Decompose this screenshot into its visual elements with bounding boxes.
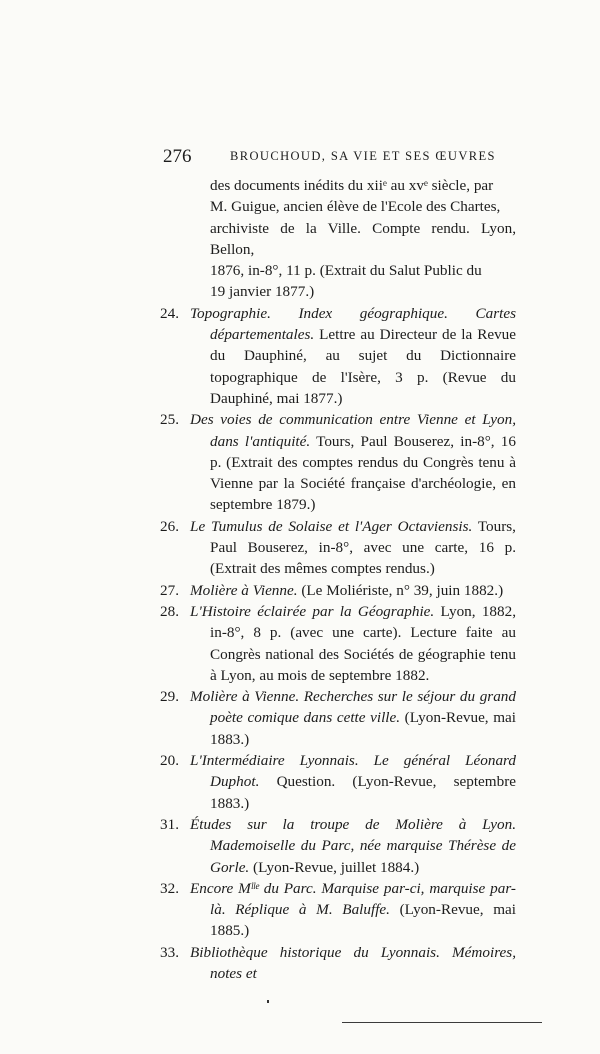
- entry-details: (Lyon-Revue, juillet 1884.): [253, 858, 420, 876]
- entry-details: (Lyon-Revue, mai 1885.): [210, 901, 516, 940]
- entry-details: Lettre au Directeur de la Revue du Dauphiné, au sujet du Dictionnaire topographique de l'Isère, 3 p. (Revue du Dauphiné, mai 1877.): [210, 326, 516, 407]
- ink-speck: [267, 1000, 269, 1003]
- bibliography-entry: [160, 878, 516, 942]
- entry-details: (Lyon-Revue, mai 1883.): [210, 709, 516, 748]
- bibliography-entry: [160, 580, 516, 601]
- entry-number: 27.: [160, 581, 179, 599]
- entry-number: 25.: [160, 411, 179, 429]
- entry-number: 24.: [160, 304, 179, 322]
- continuation-line: 19 janvier 1877.): [210, 283, 315, 301]
- bibliography-list: [160, 175, 516, 984]
- entry-title: Molière à Vienne.: [190, 581, 298, 599]
- entry-number: 32.: [160, 879, 179, 897]
- bibliography-entry: [160, 601, 516, 686]
- entry-number: 28.: [160, 602, 179, 620]
- entry-details: Tours, Paul Bouserez, in-8°, avec une carte, 16 p. (Extrait des mêmes comptes rendus.): [210, 517, 516, 578]
- entry-title: Molière à Vienne. Recherches sur le séjour du grand poète comique dans cette ville.: [190, 688, 516, 727]
- continuation-line: M. Guigue, ancien élève de l'Ecole des Chartes,: [210, 198, 501, 216]
- entry-details: Lyon, 1882, in-8°, 8 p. (avec une carte). Lecture faite au Congrès national des Sociétés de géographie tenu à Lyon, au mois de septembre 1882.: [210, 602, 517, 684]
- bibliography-entry: [160, 942, 516, 985]
- entry-details: Tours, Paul Bouserez, in-8°, 16 p. (Extrait des comptes rendus du Congrès tenu à Vienne par la Société française d'archéologie, en septembre 1879.): [210, 432, 516, 514]
- entry-title: L'Intermédiaire Lyonnais. Le général Léonard Duphot.: [190, 752, 516, 791]
- entry-number: 29.: [160, 688, 179, 706]
- entry-number: 33.: [160, 943, 179, 961]
- bibliography-entry: [160, 303, 516, 409]
- bottom-rule: [342, 1022, 542, 1023]
- entry-details: Question. (Lyon-Revue, septembre 1883.): [210, 773, 516, 812]
- continuation-paragraph: [160, 175, 516, 303]
- entry-number: 26.: [160, 517, 179, 535]
- entry-number: 31.: [160, 815, 179, 833]
- bibliography-entry: [160, 750, 516, 814]
- bibliography-entry: [160, 814, 516, 878]
- page-number: 276: [163, 146, 192, 167]
- entry-number: 20.: [160, 752, 179, 770]
- entry-title: Topographie. Index géographique. Cartes départementales.: [190, 304, 516, 344]
- entry-title: Études sur la troupe de Molière à Lyon. Mademoiselle du Parc, née marquise Thérèse de Gorle.: [190, 815, 516, 876]
- running-head: BROUCHOUD, SA VIE ET SES ŒUVRES: [230, 149, 496, 163]
- page-header: [163, 146, 508, 170]
- entry-title: Des voies de communication entre Vienne et Lyon, dans l'antiquité.: [190, 411, 516, 450]
- entry-title: L'Histoire éclairée par la Géographie.: [190, 602, 435, 620]
- bibliography-entry: [160, 516, 516, 580]
- entry-title: Encore Mˡˡᵉ du Parc. Marquise par-ci, marquise par-là. Réplique à M. Baluffe.: [190, 879, 516, 919]
- entry-title: Le Tumulus de Solaise et l'Ager Octaviensis.: [190, 517, 473, 535]
- continuation-line: archiviste de la Ville. Compte rendu. Lyon, Bellon,: [210, 219, 516, 258]
- continuation-line: 1876, in-8°, 11 p. (Extrait du Salut Public du: [210, 262, 482, 280]
- entry-details: (Le Moliériste, n° 39, juin 1882.): [301, 581, 504, 599]
- bibliography-entry: [160, 686, 516, 750]
- entry-title: Bibliothèque historique du Lyonnais. Mémoires, notes et: [190, 943, 516, 982]
- continuation-line: des documents inédits du xiiᵉ au xvᵉ siècle, par: [210, 177, 494, 194]
- bibliography-entry: [160, 409, 516, 515]
